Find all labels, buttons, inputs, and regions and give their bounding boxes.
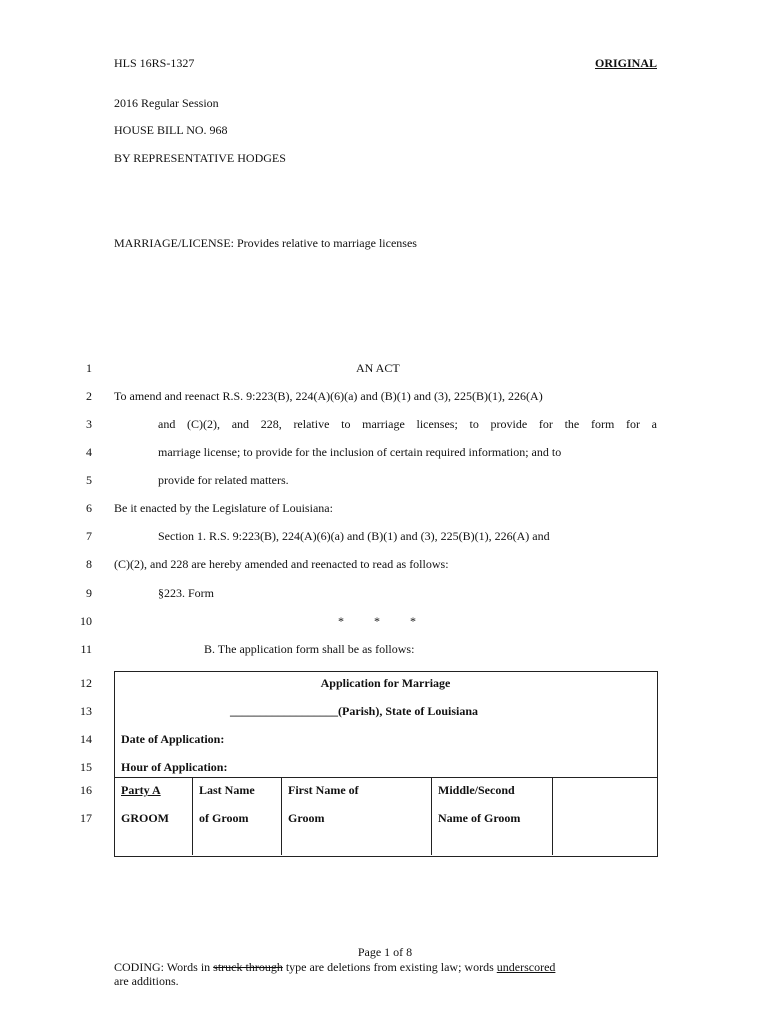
body-line: Section 1. R.S. 9:223(B), 224(A)(6)(a) and (B)(1) and (3), 225(B)(1), 226(A) and [158,529,550,543]
form-divider [114,777,657,778]
coding-note [114,960,555,975]
line-number: 8 [86,557,92,571]
line-number: 10 [80,614,92,628]
line-number: 15 [80,760,92,774]
coding-mid: type are deletions from existing law; words [282,960,497,974]
sponsor: BY REPRESENTATIVE HODGES [114,151,286,165]
coding-end: are additions. [114,974,179,988]
middle-name-header: Middle/Second [438,783,515,797]
bill-code: HLS 16RS-1327 [114,56,195,70]
hour-of-application: Hour of Application: [121,760,228,774]
date-of-application: Date of Application: [121,732,225,746]
line-number: 5 [86,473,92,487]
last-name-header-2: of Groom [199,811,249,825]
body-line: B. The application form shall be as follows: [204,642,415,656]
line-number: 2 [86,389,92,403]
line-number: 16 [80,783,92,797]
line-number: 12 [80,676,92,690]
asterisks: * * * [338,614,416,628]
bill-number: HOUSE BILL NO. 968 [114,123,228,137]
coding-underscored: underscored [496,960,556,974]
last-name-header: Last Name [199,783,255,797]
body-line: marriage license; to provide for the inclusion of certain required information; and to [158,445,562,459]
body-line: To amend and reenact R.S. 9:223(B), 224(A)(6)(a) and (B)(1) and (3), 225(B)(1), 226(A) [114,389,543,403]
column-divider [552,777,553,855]
column-divider [192,777,193,855]
body-line: provide for related matters. [158,473,289,487]
first-name-header: First Name of [288,783,359,797]
middle-name-header-2: Name of Groom [438,811,521,825]
line-number: 1 [86,361,92,375]
parish-line: __________________(Parish), State of Louisiana [230,704,479,718]
line-number: 13 [80,704,92,718]
line-number: 3 [86,417,92,431]
section-heading: §223. Form [158,586,215,600]
column-divider [281,777,282,855]
enacting-clause: Be it enacted by the Legislature of Louisiana: [114,501,333,515]
digest: MARRIAGE/LICENSE: Provides relative to marriage licenses [114,236,417,250]
body-line: and (C)(2), and 228, relative to marriage licenses; to provide for the form for a [158,417,657,431]
coding-prefix: CODING: Words in [114,960,214,974]
act-title: AN ACT [356,361,400,375]
line-number: 9 [86,586,92,600]
groom-label: GROOM [121,811,169,825]
coding-struck: struck through [213,960,283,974]
line-number: 14 [80,732,92,746]
first-name-header-2: Groom [288,811,325,825]
line-number: 17 [80,811,92,825]
page-number: Page 1 of 8 [357,945,413,959]
line-number: 11 [80,642,92,656]
status-original: ORIGINAL [594,56,657,70]
column-divider [431,777,432,855]
line-number: 7 [86,529,92,543]
session: 2016 Regular Session [114,96,219,110]
party-a-label: Party A [121,783,161,797]
line-number: 4 [86,445,92,459]
form-title: Application for Marriage [320,676,451,690]
body-line: (C)(2), and 228 are hereby amended and reenacted to read as follows: [114,557,449,571]
line-number: 6 [86,501,92,515]
